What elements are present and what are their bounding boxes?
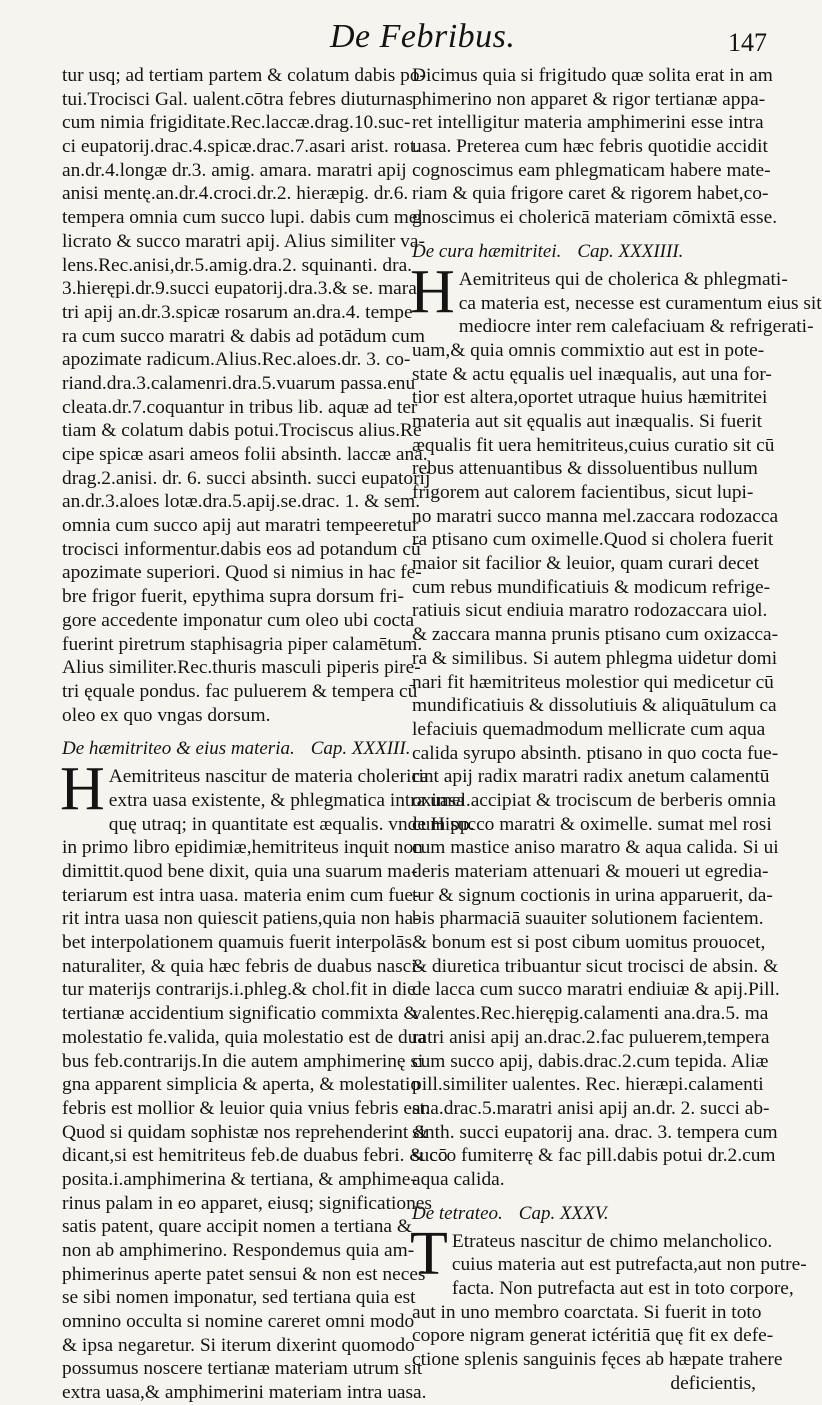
text-line: mundificatiuis & dissolutiuis & aliquātulum ca [412,695,777,717]
text-line: tempera omnia cum succo lupi. dabis cum mel [62,207,423,229]
text-line: rint apij radix maratri radix anetum calamentū [412,766,770,788]
text-line: ra & similibus. Si autem phlegma uidetur domi [412,647,778,669]
text-line: 3.hierępi.dr.9.succi eupatorij.dra.3.& se. mara [62,278,417,300]
text-line: cipe spicæ asari ameos folii absinth. laccæ ana. [62,444,428,465]
text-line: de lacca cum succo maratri endiuiæ & apij.Pill. [412,979,780,1001]
text-line: ca materia est, necesse est curamentum eius sit [458,292,822,314]
text-line: non ab amphimerino. Respondemus quia am- [62,1240,415,1261]
text-line: Aemitriteus nascitur de materia cholerica [108,766,429,788]
text-line: cum succo maratri & oximelle. sumat mel rosi [412,813,772,835]
text-line: copore nigram generat ictéritiā quę fit ex defe- [412,1325,774,1347]
text-line: tiam & colatum dabis potui.Trociscus alius.Re [62,420,422,442]
right-paragraph-3-lines [410,1219,807,1372]
text-line: & diuretica tribuantur sicut trocisci de absin. & [412,955,779,977]
text-line: tui.Trocisci Gal. ualent.cōtra febres diuturnas [62,88,413,110]
text-line: dicant,si est hemitriteus feb.de duabus febri. & cō [62,1145,448,1167]
text-line: oximel.accipiat & trociscum de berberis omnia [412,789,776,811]
text-line: ra cum succo maratri & dabis ad potādum cum [62,325,425,347]
text-line: possumus noscere tertianæ materiam utrum sit [62,1358,423,1380]
text-line: rit intra uasa non quiescit patiens,quia non ha- [62,908,420,930]
text-line: no maratri succo manna mel.zaccara rodozacca [412,505,779,527]
text-line: lefaciuis quemadmodum mellicrate cum aqua [412,718,766,740]
text-line: teriarum est intra uasa. materia enim cum fue- [62,884,420,906]
text-line: & bonum est si post cibum uomitus prouocet, [412,932,766,954]
text-line: dimittit.quod bene dixit, quia una suarum ma- [62,861,418,882]
text-line: tertianæ accidentium significatio commixta & [62,1003,419,1025]
text-line: an.dr.4.longæ dr.3. amig. amara. maratri apij [62,159,407,181]
text-line: in primo libro epidimiæ,hemitriteus inquit non [62,837,423,859]
right-column [410,64,822,1395]
text-line: tur materijs contrarijs.i.phleg.& chol.fit in die [62,979,416,1001]
text-line: cognoscimus eam phlegmaticam habere mate- [412,159,771,181]
text-line: nari fit hæmitriteus molestior qui medicetur cū [412,671,774,693]
drop-capital: H [410,257,455,326]
text-line: bus feb.contrarijs.In die autem amphimerinę si [62,1050,424,1072]
text-line: Alius similiter.Rec.thuris masculi piperis pire- [62,657,421,679]
text-line: bis pharmaciā suauiter solutionem facientem. [412,908,764,930]
text-line: uam,& quia omnis commixtio aut est in pote- [412,339,765,361]
text-line: tri apij an.dr.3.spicæ rosarum an.dra.4. tempe [62,301,413,323]
text-line: oleo ex quo vngas dorsum. [62,704,271,726]
text-line: cum nimia frigiditate.Rec.laccæ.drag.10.suc- [62,112,411,134]
text-line: frigorem aut calorem facientibus, sicut lupi- [412,482,754,503]
right-paragraph-1 [412,64,778,230]
running-title: De Febribus. [330,18,516,55]
text-line: state & actu ęqualis uel inæqualis, aut una for- [412,363,772,385]
chapter-number: Cap. XXXV. [518,1202,609,1224]
text-line: riand.dra.3.calamenri.dra.5.vuarum passa.enu [62,372,416,394]
text-line: ratiuis sicut endiuia maratro rodozaccara uiol. [412,600,768,622]
text-line: uasa. Preterea cum hæc febris quotidie accidit [412,136,768,158]
text-line: lens.Rec.anisi,dr.5.amig.dra.2. squinanti. dra. [62,254,413,276]
text-line: bre frigor fuerit, epythima supra dorsum fri- [62,586,404,608]
text-line: ci eupatorij.drac.4.spicæ.drac.7.asari arist. rot. [62,136,421,158]
chapter-heading-title: De hæmitriteo & eius materia. [62,738,295,760]
text-line: rinus palam in eo apparet, eiusq; significationes [62,1192,432,1214]
text-line: extra uasa existente, & phlegmatica intra uasa [108,789,465,811]
text-line: Dicimus quia si frigitudo quæ solita erat in am [412,65,773,86]
text-line: cum rebus mundificatiuis & modicum refrige- [412,576,771,598]
text-line: cuius materia aut est putrefacta,aut non putre- [451,1254,807,1276]
text-line: aut in uno membro coarctata. Si fuerit in toto [412,1301,762,1323]
left-paragraph-1 [62,64,431,727]
text-line: Etrateus nascitur de chimo melancholico. [451,1230,773,1252]
text-line: succo fumiterrę & fac pill.dabis potui dr.2.cum [412,1145,776,1167]
text-line: mediocre inter rem calefaciuam & refrigerati- [458,316,814,338]
text-line: valentes.Rec.hierępig.calamenti ana.dra.5. ma [412,1003,769,1025]
text-line: ra ptisano cum oximelle.Quod si cholera fuerit [412,529,774,551]
text-line: quę utraq; in quantitate est æqualis. vnde Hipp. [108,813,475,835]
text-line: molestatio fe.valida, quia molestatio est de dua [62,1026,427,1048]
text-line: pill.similiter ualentes. Rec. hieræpi.calamenti [412,1074,764,1096]
chapter-heading-33 [62,727,411,765]
text-line: fuerint piretrum staphisagria piper calamētum. [62,633,423,655]
chapter-number: Cap. XXXIII. [310,738,411,760]
text-line: bet interpolationem quamuis fuerit interpolās [62,932,413,954]
text-line: tior est altera,oportet utraque huius hæmitritei [412,387,768,409]
text-line: maior sit facilior & leuior, quam curari decet [412,553,760,575]
chapter-heading-34 [412,230,770,268]
text-line: sinth. succi eupatorij ana. drac. 3. tempera cum [412,1121,778,1143]
text-line: phimerino non apparet & rigor tertianæ appa- [412,88,766,110]
text-line: apozimate superiori. Quod si nimius in hac fe- [62,562,422,584]
text-line: trocisci informentur.dabis eos ad potandum cū [62,538,421,560]
chapter-heading-35 [412,1192,770,1230]
text-line: riam & quia frigore caret & rigorem habet,co- [412,183,769,205]
drop-capital: H [60,755,105,824]
chapter-heading-title: De cura hæmitritei. [412,240,562,262]
text-line: licrato & succo maratri apij. Alius similiter va- [62,230,425,252]
text-line: tur & signum coctionis in urina apparuerit, da- [412,884,773,906]
text-line: apozimate radicum.Alius.Rec.aloes.dr. 3. co- [62,349,411,371]
right-paragraph-2 [410,257,822,1192]
text-line: & ipsa negaretur. Si iterum dixerint quomodo [62,1334,415,1356]
text-line: materia aut sit ęqualis aut inæqualis. Si fuerit [412,410,763,432]
text-line: tur usq; ad tertiam partem & colatum dabis po- [62,65,427,86]
text-line: Aemitriteus qui de cholerica & phlegmati- [458,268,788,290]
chapter-heading-title: De tetrateo. [412,1202,503,1224]
text-line: gnoscimus ei cholericā materiam cōmixtā esse. [412,207,778,229]
text-line: posita.i.amphimerina & tertiana, & amphime- [62,1168,417,1190]
text-line: se sibi nomen imponatur, sed tertiana quia est [62,1287,416,1309]
text-line: drag.2.anisi. dr. 6. succi absinth. succi eupatorij [62,467,431,489]
right-paragraph-3 [410,1219,807,1372]
text-line: omnino occulta si nomine careret omni modo [62,1311,415,1333]
text-line: an.dr.3.aloes lotæ.dra.5.apij.se.drac. 1. & sem. [62,491,421,513]
text-line: cum mastice aniso maratro & aqua calida. Si ui [412,837,779,859]
text-line: rebus attenuantibus & dissoluentibus nullum [412,458,758,480]
text-line: deris materiam attenuari & moueri ut egredia- [412,861,769,882]
text-line: aqua calida. [412,1168,505,1190]
running-head [0,18,800,58]
text-line: cleata.dr.7.coquantur in tribus lib. aquæ ad ter [62,396,418,418]
text-line: satis patent, quare accipit nomen a tertiana & [62,1216,412,1238]
text-line: æqualis fit uera hemitriteus,cuius curatio sit cū [412,434,775,456]
page-number: 147 [728,28,767,57]
text-line: calida syrupo absinth. ptisano in quo cocta fue- [412,742,779,764]
text-line: Quod si quidam sophistæ nos reprehenderint & [62,1121,429,1143]
catchword: deficientis, [670,1372,756,1394]
text-line: facta. Non putrefacta aut est in toto corpore, [451,1278,794,1299]
text-line: cum succo apij, dabis.drac.2.cum tepida. Aliæ [412,1050,769,1072]
drop-capital: T [410,1219,448,1288]
text-line: & zaccara manna prunis ptisano cum oxizacca- [412,624,779,646]
text-line: ctione splenis sanguinis fęces ab hæpate trahere [412,1349,783,1371]
text-line: febris est mollior & leuior quia vnius febris est. [62,1097,430,1119]
chapter-number: Cap. XXXIIII. [577,240,684,262]
text-line: gore accedente imponatur cum oleo ubi cocta [62,609,415,631]
text-line: ret intelligitur materia amphimerini esse intra [412,112,764,134]
text-line: tri ęquale pondus. fac puluerem & tempera cū [62,680,418,702]
text-line: naturaliter, & quia hæc febris de duabus nasci- [62,955,424,977]
text-line: phimerinus aperte patet sensui & non est neces [62,1263,426,1285]
text-line: omnia cum succo apij aut maratri tempeeretur [62,515,419,537]
text-line: anisi mentę.an.dr.4.croci.dr.2. hieræpig. dr.6. [62,183,409,205]
text-line: gna apparent simplicia & aperta, & molestatio [62,1074,421,1096]
text-line: extra uasa,& amphimerini materiam intra uasa. [62,1382,427,1404]
text-line: ana.drac.5.maratri anisi apij an.dr. 2. succi ab- [412,1097,770,1119]
right-paragraph-2-lines [410,257,822,1192]
text-line: ratri anisi apij an.drac.2.fac puluerem,tempera [412,1026,770,1048]
